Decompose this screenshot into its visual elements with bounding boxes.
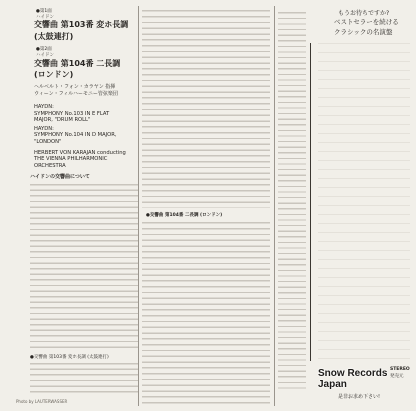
column-divider-2	[274, 6, 275, 406]
right-notes	[278, 10, 306, 390]
en-line: THE VIENNA PHILHARMONIC ORCHESTRA	[34, 156, 108, 169]
footer-jp: 是非お求め下さい!	[338, 394, 381, 400]
middle-body-top	[142, 8, 270, 208]
symphony103-caption: ●交響曲 第103番 変ホ長調 (太鼓連打)	[30, 355, 109, 360]
symphony104-title: 交響曲 第104番 二長調	[34, 59, 121, 68]
stereo-label: STEREO	[390, 367, 410, 372]
caption-body	[30, 361, 138, 396]
header-line3: クラシックの名演盤	[334, 28, 393, 36]
list-boxes	[310, 43, 318, 361]
en-line: HAYDN:	[34, 125, 54, 132]
header-line2: ベストセラーを続ける	[334, 18, 399, 26]
symphony103-subtitle: (太鼓連打)	[34, 32, 74, 41]
english-credits	[34, 104, 130, 169]
en-line: HERBERT VON KARAJAN conducting	[34, 149, 126, 156]
conductor-jp: ヘルベルト・フォン・カラヤン 指揮	[34, 84, 116, 90]
middle-column	[142, 6, 270, 406]
orchestra-jp: ウィーン・フィルハーモニー管弦楽団	[34, 91, 118, 97]
symphony104-subtitle: (ロンドン)	[34, 70, 74, 79]
list-texture	[310, 42, 410, 362]
watermark: Snow Records Japan	[318, 368, 388, 390]
en-line: "LONDON"	[34, 138, 62, 145]
side1-mark: ●第1面	[36, 9, 52, 14]
left-column	[14, 6, 130, 406]
essay-heading: ハイドンの交響曲について	[30, 174, 90, 180]
en-line: MAJOR, "DRUM ROLL"	[34, 117, 91, 124]
photo-credit: Photo by LAUTERWASSER	[16, 399, 68, 404]
side2-mark: ●第2面	[36, 47, 52, 52]
right-column	[278, 6, 412, 406]
side1-composer: ハイドン	[36, 15, 54, 20]
en-line: SYMPHONY No.104 IN D MAJOR,	[34, 132, 117, 139]
column-divider-1	[138, 6, 139, 406]
symphony104-section: ●交響曲 第104番 二長調 (ロンドン)	[146, 213, 223, 218]
en-line: HAYDN:	[34, 104, 54, 110]
essay-body	[30, 182, 138, 352]
symphony103-title: 交響曲 第103番 変ホ長調	[34, 20, 129, 29]
publisher-label: 発売元	[390, 374, 404, 379]
en-line: SYMPHONY No.103 IN E FLAT	[34, 110, 110, 117]
bestseller-list	[310, 42, 410, 362]
middle-body-bottom	[142, 220, 270, 404]
header-line1: もうお待ちですか?	[338, 10, 390, 17]
side2-composer: ハイドン	[36, 53, 54, 58]
